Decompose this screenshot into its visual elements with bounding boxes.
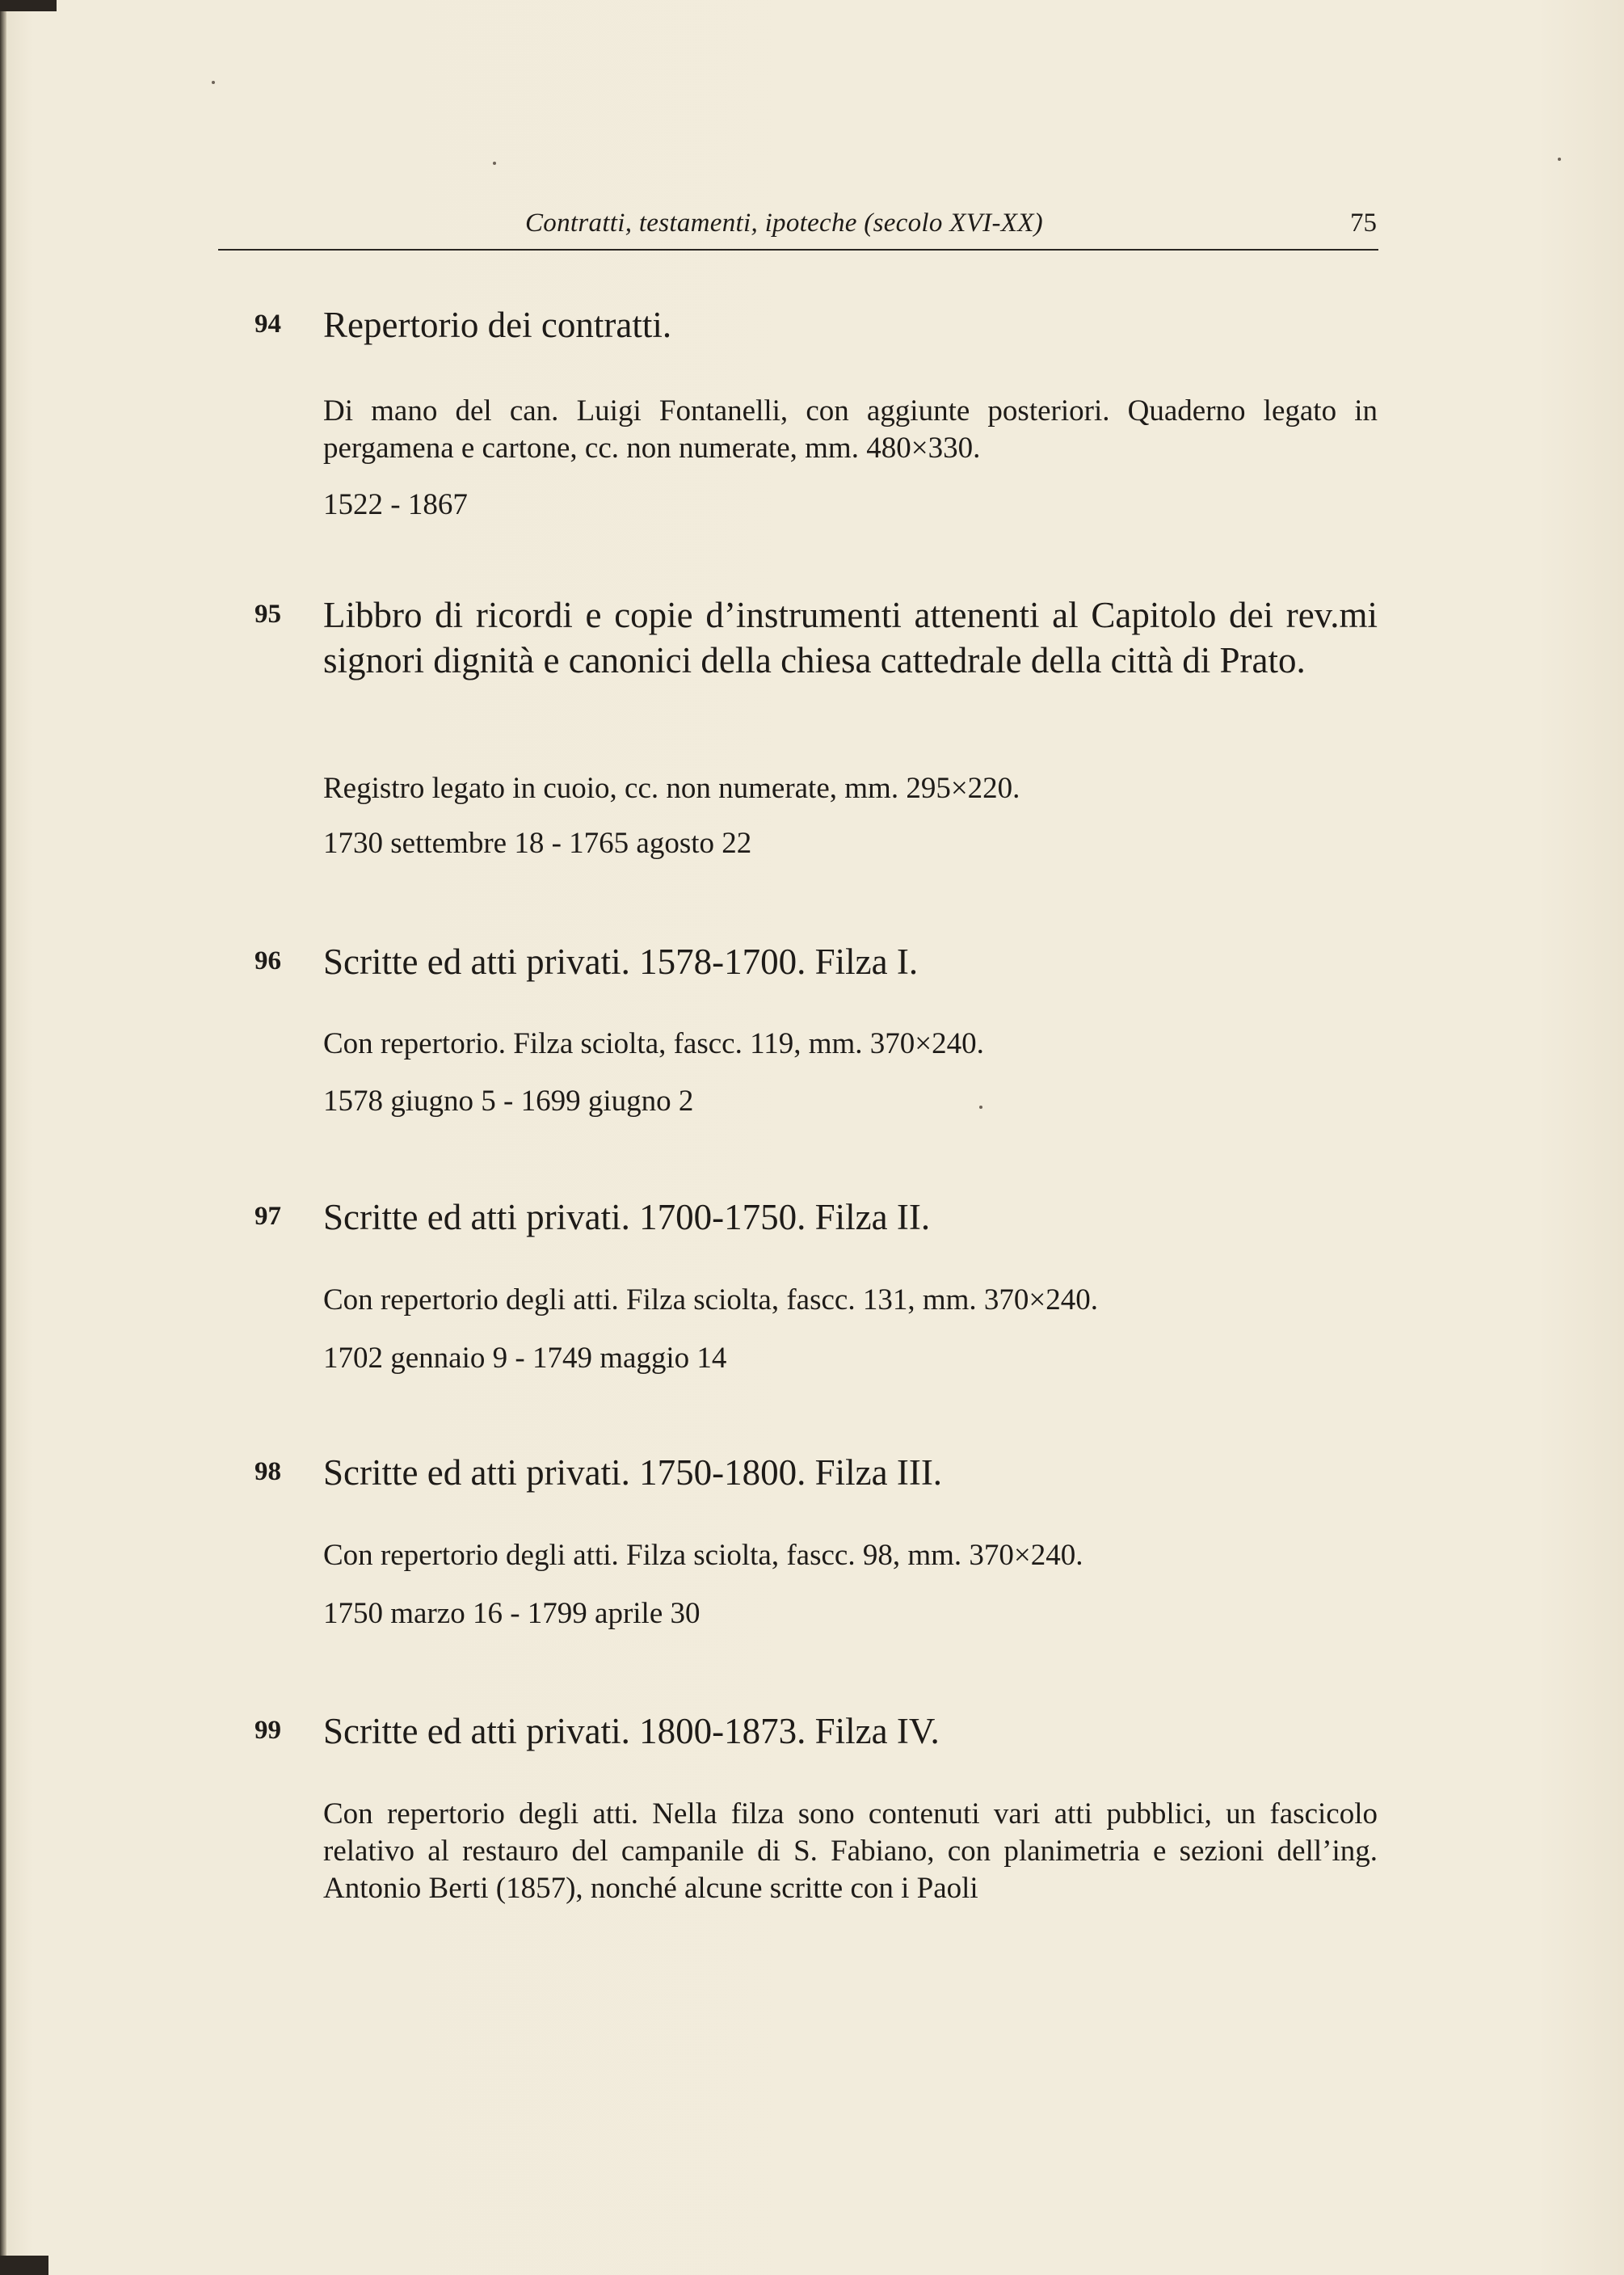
paper-speck xyxy=(493,162,496,165)
entry-description: Con repertorio. Filza sciolta, fascc. 119, mm. 370×240. xyxy=(323,1027,984,1060)
entry-title: Scritte ed atti privati. 1578-1700. Filza I. xyxy=(323,942,919,982)
entry-description: Con repertorio degli atti. Nella filza sono contenuti vari atti pubblici, un fascicolo relativo al restauro del campanile di S. Fabiano, con planimetria e sezioni dell’ing. Antonio Berti (1857), nonché alcune scritte con i Paoli xyxy=(323,1797,1378,1905)
entry-title: Repertorio dei contratti. xyxy=(323,305,672,345)
entry-number: 99 xyxy=(255,1716,281,1745)
entry-dates: 1578 giugno 5 - 1699 giugno 2 xyxy=(323,1085,694,1118)
entry-dates: 1522 - 1867 xyxy=(323,488,468,521)
scan-bottom-mark xyxy=(0,2256,48,2275)
entry-description: Di mano del can. Luigi Fontanelli, con aggiunte posteriori. Quaderno legato in pergamena e cartone, cc. non numerate, mm. 480×330. xyxy=(323,394,1378,465)
paper-speck xyxy=(212,81,215,84)
running-title: Contratti, testamenti, ipoteche (secolo XVI-XX) xyxy=(525,209,1043,238)
running-header xyxy=(218,209,1378,251)
entry-title: Scritte ed atti privati. 1750-1800. Filza III. xyxy=(323,1452,943,1493)
entry-title: Scritte ed atti privati. 1700-1750. Filza II. xyxy=(323,1197,931,1237)
entry-dates: 1730 settembre 18 - 1765 agosto 22 xyxy=(323,827,752,860)
entry-dates: 1750 marzo 16 - 1799 aprile 30 xyxy=(323,1597,701,1630)
entry-dates: 1702 gennaio 9 - 1749 maggio 14 xyxy=(323,1342,727,1375)
page-number: 75 xyxy=(1350,209,1377,238)
entry-description: Con repertorio degli atti. Filza sciolta, fascc. 131, mm. 370×240. xyxy=(323,1283,1099,1317)
paper-speck xyxy=(979,1106,982,1109)
entry-description: Con repertorio degli atti. Filza sciolta, fascc. 98, mm. 370×240. xyxy=(323,1539,1083,1572)
entry-number: 94 xyxy=(255,310,281,339)
entry-description: Registro legato in cuoio, cc. non numerate, mm. 295×220. xyxy=(323,772,1020,805)
entry-number: 97 xyxy=(255,1202,281,1231)
paper-speck xyxy=(1558,158,1561,161)
entry-number: 98 xyxy=(255,1457,281,1486)
entry-number: 96 xyxy=(255,946,281,975)
entry-title: Scritte ed atti privati. 1800-1873. Filza IV. xyxy=(323,1711,940,1751)
entry-number: 95 xyxy=(255,600,281,629)
entry-title: Libbro di ricordi e copie d’instrumenti attenenti al Capitolo dei rev.mi signori dignità e canonici della chiesa cattedrale della città di Prato. xyxy=(323,595,1378,680)
page-binding-edge xyxy=(0,0,6,2275)
scan-corner-mark xyxy=(0,0,57,11)
